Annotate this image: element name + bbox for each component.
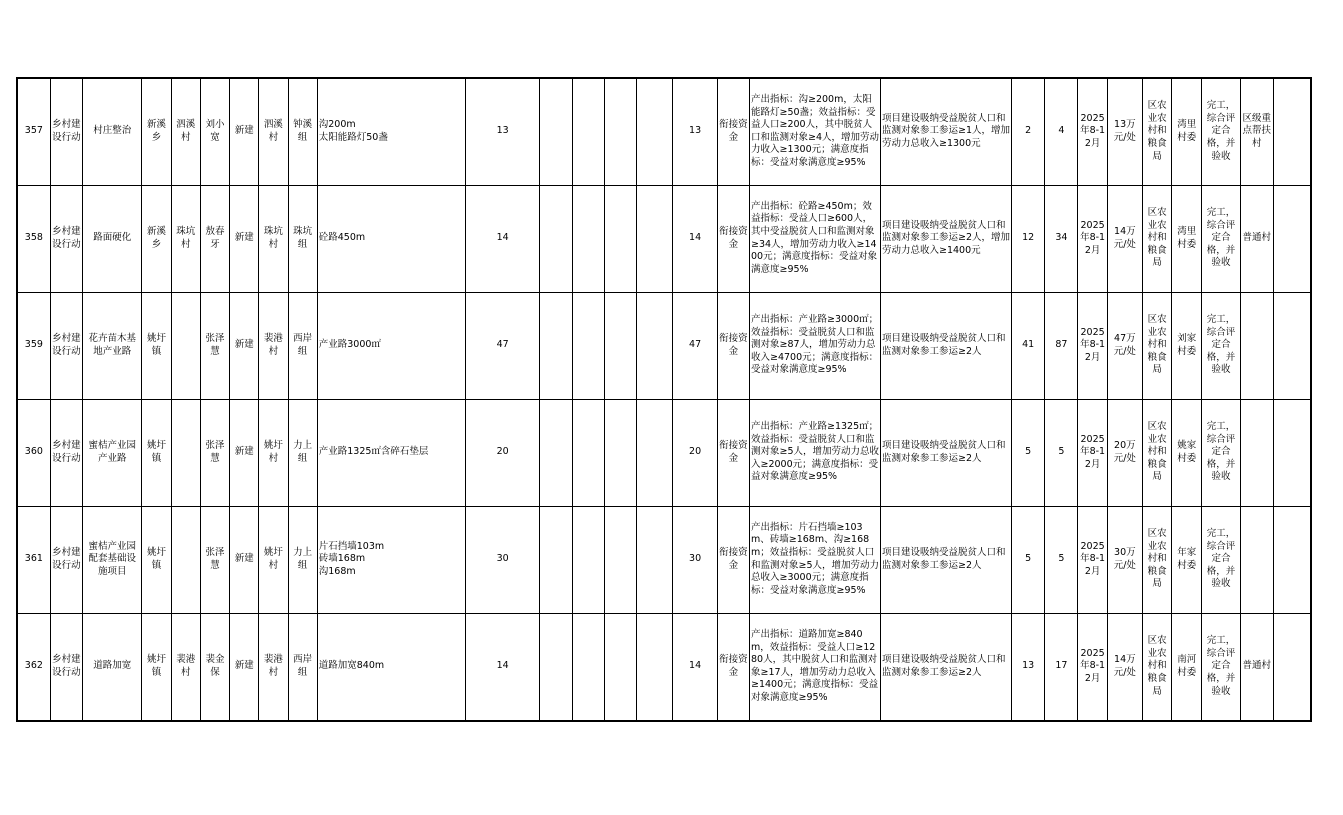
row-number-cell: 359: [17, 292, 50, 399]
poverty-population-cell: 34: [1045, 185, 1078, 292]
contact-person-cell: 张泽慧: [200, 292, 229, 399]
row-number-cell: 361: [17, 506, 50, 613]
extra-cell: [1273, 292, 1311, 399]
location-village-cell: 裴港村: [259, 613, 288, 721]
fund-column-cell: [540, 399, 572, 506]
fund-column-cell: [572, 613, 604, 721]
performance-indicators-cell: 产出指标：产业路≥3000㎡；效益指标：受益脱贫人口和监测对象≥87人，增加劳动力总收入≥4700元；满意度指标：受益对象满意度≥95%: [749, 292, 880, 399]
contact-person-cell: 刘小宽: [200, 78, 229, 185]
benefit-mechanism-cell: 项目建设吸纳受益脱贫人口和监测对象参工参运≥2人: [880, 613, 1011, 721]
fund-column-cell: [604, 78, 636, 185]
remark-cell: 普通村: [1240, 185, 1273, 292]
table-row: [17, 399, 1311, 506]
poverty-population-cell: 17: [1045, 613, 1078, 721]
construction-type-cell: 新建: [230, 613, 259, 721]
construction-content-cell: 沟200m 太阳能路灯50盏: [317, 78, 465, 185]
extra-cell: [1273, 399, 1311, 506]
poverty-households-cell: 5: [1011, 399, 1044, 506]
benefit-mechanism-cell: 项目建设吸纳受益脱贫人口和监测对象参工参运≥2人: [880, 399, 1011, 506]
implementation-period-cell: 2025年8-12月: [1078, 292, 1107, 399]
total-investment-cell: 30: [465, 506, 540, 613]
project-name-cell: 村庄整治: [82, 78, 141, 185]
project-name-cell: 蜜桔产业园产业路: [82, 399, 141, 506]
fund-column-cell: [604, 506, 636, 613]
subsidy-standard-cell: 20万元/处: [1107, 399, 1142, 506]
fund-column-cell: [572, 78, 604, 185]
fund-column-cell: [604, 185, 636, 292]
implementation-period-cell: 2025年8-12月: [1078, 613, 1107, 721]
table-row: [17, 506, 1311, 613]
implementation-period-cell: 2025年8-12月: [1078, 399, 1107, 506]
fund-column-cell: [540, 506, 572, 613]
linkage-fund-amount-cell: 20: [673, 399, 717, 506]
contact-person-cell: 张泽慧: [200, 399, 229, 506]
poverty-households-cell: 41: [1011, 292, 1044, 399]
subsidy-standard-cell: 13万元/处: [1107, 78, 1142, 185]
project-name-cell: 道路加宽: [82, 613, 141, 721]
fund-column-cell: [572, 292, 604, 399]
poverty-households-cell: 2: [1011, 78, 1044, 185]
poverty-population-cell: 5: [1045, 506, 1078, 613]
responsible-department-cell: 区农业农村和粮食局: [1142, 506, 1171, 613]
performance-indicators-cell: 产出指标：砼路≥450m；效益指标：受益人口≥600人，其中受益脱贫人口和监测对象≥34人，增加劳动力收入≥1400元；满意度指标：受益对象满意度≥95%: [749, 185, 880, 292]
fund-column-cell: [604, 399, 636, 506]
contact-person-cell: 裴金保: [200, 613, 229, 721]
subsidy-standard-cell: 14万元/处: [1107, 613, 1142, 721]
remark-cell: [1240, 506, 1273, 613]
fund-type-cell: 衔接资金: [717, 506, 749, 613]
row-number-cell: 358: [17, 185, 50, 292]
construction-type-cell: 新建: [230, 185, 259, 292]
village-cell: [171, 399, 200, 506]
fund-column-cell: [637, 78, 673, 185]
acceptance-status-cell: 完工，综合评定合格，并验收: [1202, 613, 1240, 721]
project-name-cell: 花卉苗木基地产业路: [82, 292, 141, 399]
location-village-cell: 姚圩村: [259, 506, 288, 613]
construction-type-cell: 新建: [230, 506, 259, 613]
location-group-cell: 钟溪组: [288, 78, 317, 185]
project-owner-cell: 年家村委: [1172, 506, 1202, 613]
location-group-cell: 西岸组: [288, 292, 317, 399]
responsible-department-cell: 区农业农村和粮食局: [1142, 185, 1171, 292]
linkage-fund-amount-cell: 14: [673, 613, 717, 721]
location-group-cell: 力上组: [288, 506, 317, 613]
fund-column-cell: [604, 292, 636, 399]
linkage-fund-amount-cell: 13: [673, 78, 717, 185]
subsidy-standard-cell: 47万元/处: [1107, 292, 1142, 399]
town-cell: 新溪乡: [142, 78, 171, 185]
poverty-population-cell: 5: [1045, 399, 1078, 506]
row-number-cell: 357: [17, 78, 50, 185]
town-cell: 姚圩镇: [142, 613, 171, 721]
location-group-cell: 力上组: [288, 399, 317, 506]
linkage-fund-amount-cell: 47: [673, 292, 717, 399]
table-row: [17, 292, 1311, 399]
fund-column-cell: [637, 613, 673, 721]
responsible-department-cell: 区农业农村和粮食局: [1142, 78, 1171, 185]
remark-cell: [1240, 292, 1273, 399]
fund-column-cell: [637, 292, 673, 399]
row-number-cell: 362: [17, 613, 50, 721]
construction-type-cell: 新建: [230, 399, 259, 506]
acceptance-status-cell: 完工，综合评定合格，并验收: [1202, 78, 1240, 185]
poverty-households-cell: 12: [1011, 185, 1044, 292]
category-cell: 乡村建设行动: [50, 613, 82, 721]
location-group-cell: 西岸组: [288, 613, 317, 721]
construction-type-cell: 新建: [230, 78, 259, 185]
linkage-fund-amount-cell: 30: [673, 506, 717, 613]
location-village-cell: 姚圩村: [259, 399, 288, 506]
implementation-period-cell: 2025年8-12月: [1078, 185, 1107, 292]
implementation-period-cell: 2025年8-12月: [1078, 78, 1107, 185]
project-owner-cell: 刘家村委: [1172, 292, 1202, 399]
extra-cell: [1273, 78, 1311, 185]
village-cell: 泗溪村: [171, 78, 200, 185]
remark-cell: 普通村: [1240, 613, 1273, 721]
remark-cell: 区级重点帮扶村: [1240, 78, 1273, 185]
fund-column-cell: [540, 292, 572, 399]
acceptance-status-cell: 完工，综合评定合格，并验收: [1202, 506, 1240, 613]
responsible-department-cell: 区农业农村和粮食局: [1142, 399, 1171, 506]
village-cell: 珠坑村: [171, 185, 200, 292]
fund-column-cell: [572, 399, 604, 506]
fund-type-cell: 衔接资金: [717, 185, 749, 292]
location-village-cell: 珠坑村: [259, 185, 288, 292]
project-owner-cell: 湾里村委: [1172, 185, 1202, 292]
table-row: [17, 78, 1311, 185]
total-investment-cell: 14: [465, 613, 540, 721]
location-group-cell: 珠坑组: [288, 185, 317, 292]
fund-column-cell: [540, 185, 572, 292]
extra-cell: [1273, 185, 1311, 292]
fund-column-cell: [637, 506, 673, 613]
total-investment-cell: 20: [465, 399, 540, 506]
project-name-cell: 蜜桔产业园配套基础设施项目: [82, 506, 141, 613]
table-row: [17, 613, 1311, 721]
construction-content-cell: 产业路3000㎡: [317, 292, 465, 399]
acceptance-status-cell: 完工，综合评定合格，并验收: [1202, 292, 1240, 399]
village-cell: [171, 506, 200, 613]
construction-content-cell: 砼路450m: [317, 185, 465, 292]
performance-indicators-cell: 产出指标：片石挡墙≥103m、砖墙≥168m、沟≥168m；效益指标：受益脱贫人口和监测对象≥5人，增加劳动力总收入≥3000元；满意度指标：受益对象满意度≥95%: [749, 506, 880, 613]
project-owner-cell: 姚家村委: [1172, 399, 1202, 506]
fund-type-cell: 衔接资金: [717, 292, 749, 399]
fund-type-cell: 衔接资金: [717, 78, 749, 185]
fund-column-cell: [637, 399, 673, 506]
contact-person-cell: 张泽慧: [200, 506, 229, 613]
fund-column-cell: [637, 185, 673, 292]
village-cell: 裴港村: [171, 613, 200, 721]
construction-content-cell: 片石挡墙103m 砖墙168m 沟168m: [317, 506, 465, 613]
project-owner-cell: 南河村委: [1172, 613, 1202, 721]
total-investment-cell: 13: [465, 78, 540, 185]
row-number-cell: 360: [17, 399, 50, 506]
contact-person-cell: 敖春牙: [200, 185, 229, 292]
project-name-cell: 路面硬化: [82, 185, 141, 292]
poverty-population-cell: 87: [1045, 292, 1078, 399]
benefit-mechanism-cell: 项目建设吸纳受益脱贫人口和监测对象参工参运≥2人: [880, 506, 1011, 613]
project-owner-cell: 湾里村委: [1172, 78, 1202, 185]
extra-cell: [1273, 613, 1311, 721]
poverty-population-cell: 4: [1045, 78, 1078, 185]
remark-cell: [1240, 399, 1273, 506]
acceptance-status-cell: 完工，综合评定合格，并验收: [1202, 399, 1240, 506]
fund-column-cell: [540, 613, 572, 721]
total-investment-cell: 14: [465, 185, 540, 292]
construction-content-cell: 产业路1325㎡含碎石垫层: [317, 399, 465, 506]
category-cell: 乡村建设行动: [50, 506, 82, 613]
poverty-households-cell: 5: [1011, 506, 1044, 613]
village-cell: [171, 292, 200, 399]
category-cell: 乡村建设行动: [50, 185, 82, 292]
location-village-cell: 泗溪村: [259, 78, 288, 185]
town-cell: 姚圩镇: [142, 292, 171, 399]
performance-indicators-cell: 产出指标：产业路≥1325㎡；效益指标：受益脱贫人口和监测对象≥5人，增加劳动力总收入≥2000元；满意度指标：受益对象满意度≥95%: [749, 399, 880, 506]
extra-cell: [1273, 506, 1311, 613]
subsidy-standard-cell: 14万元/处: [1107, 185, 1142, 292]
fund-type-cell: 衔接资金: [717, 399, 749, 506]
town-cell: 姚圩镇: [142, 506, 171, 613]
construction-content-cell: 道路加宽840m: [317, 613, 465, 721]
town-cell: 姚圩镇: [142, 399, 171, 506]
total-investment-cell: 47: [465, 292, 540, 399]
benefit-mechanism-cell: 项目建设吸纳受益脱贫人口和监测对象参工参运≥1人，增加劳动力总收入≥1300元: [880, 78, 1011, 185]
responsible-department-cell: 区农业农村和粮食局: [1142, 292, 1171, 399]
benefit-mechanism-cell: 项目建设吸纳受益脱贫人口和监测对象参工参运≥2人: [880, 292, 1011, 399]
project-table: [16, 77, 1312, 722]
table-row: [17, 185, 1311, 292]
fund-type-cell: 衔接资金: [717, 613, 749, 721]
fund-column-cell: [572, 185, 604, 292]
fund-column-cell: [540, 78, 572, 185]
acceptance-status-cell: 完工，综合评定合格，并验收: [1202, 185, 1240, 292]
category-cell: 乡村建设行动: [50, 292, 82, 399]
performance-indicators-cell: 产出指标：沟≥200m，太阳能路灯≥50盏；效益指标：受益人口≥200人，其中脱贫人口和监测对象≥4人，增加劳动力收入≥1300元；满意度指标：受益对象满意度≥95%: [749, 78, 880, 185]
fund-column-cell: [572, 506, 604, 613]
subsidy-standard-cell: 30万元/处: [1107, 506, 1142, 613]
responsible-department-cell: 区农业农村和粮食局: [1142, 613, 1171, 721]
construction-type-cell: 新建: [230, 292, 259, 399]
fund-column-cell: [604, 613, 636, 721]
category-cell: 乡村建设行动: [50, 78, 82, 185]
poverty-households-cell: 13: [1011, 613, 1044, 721]
category-cell: 乡村建设行动: [50, 399, 82, 506]
implementation-period-cell: 2025年8-12月: [1078, 506, 1107, 613]
location-village-cell: 裴港村: [259, 292, 288, 399]
benefit-mechanism-cell: 项目建设吸纳受益脱贫人口和监测对象参工参运≥2人，增加劳动力总收入≥1400元: [880, 185, 1011, 292]
town-cell: 新溪乡: [142, 185, 171, 292]
performance-indicators-cell: 产出指标：道路加宽≥840m，效益指标：受益人口≥1280人，其中脱贫人口和监测对象≥17人，增加劳动力总收入≥1400元；满意度指标：受益对象满意度≥95%: [749, 613, 880, 721]
linkage-fund-amount-cell: 14: [673, 185, 717, 292]
